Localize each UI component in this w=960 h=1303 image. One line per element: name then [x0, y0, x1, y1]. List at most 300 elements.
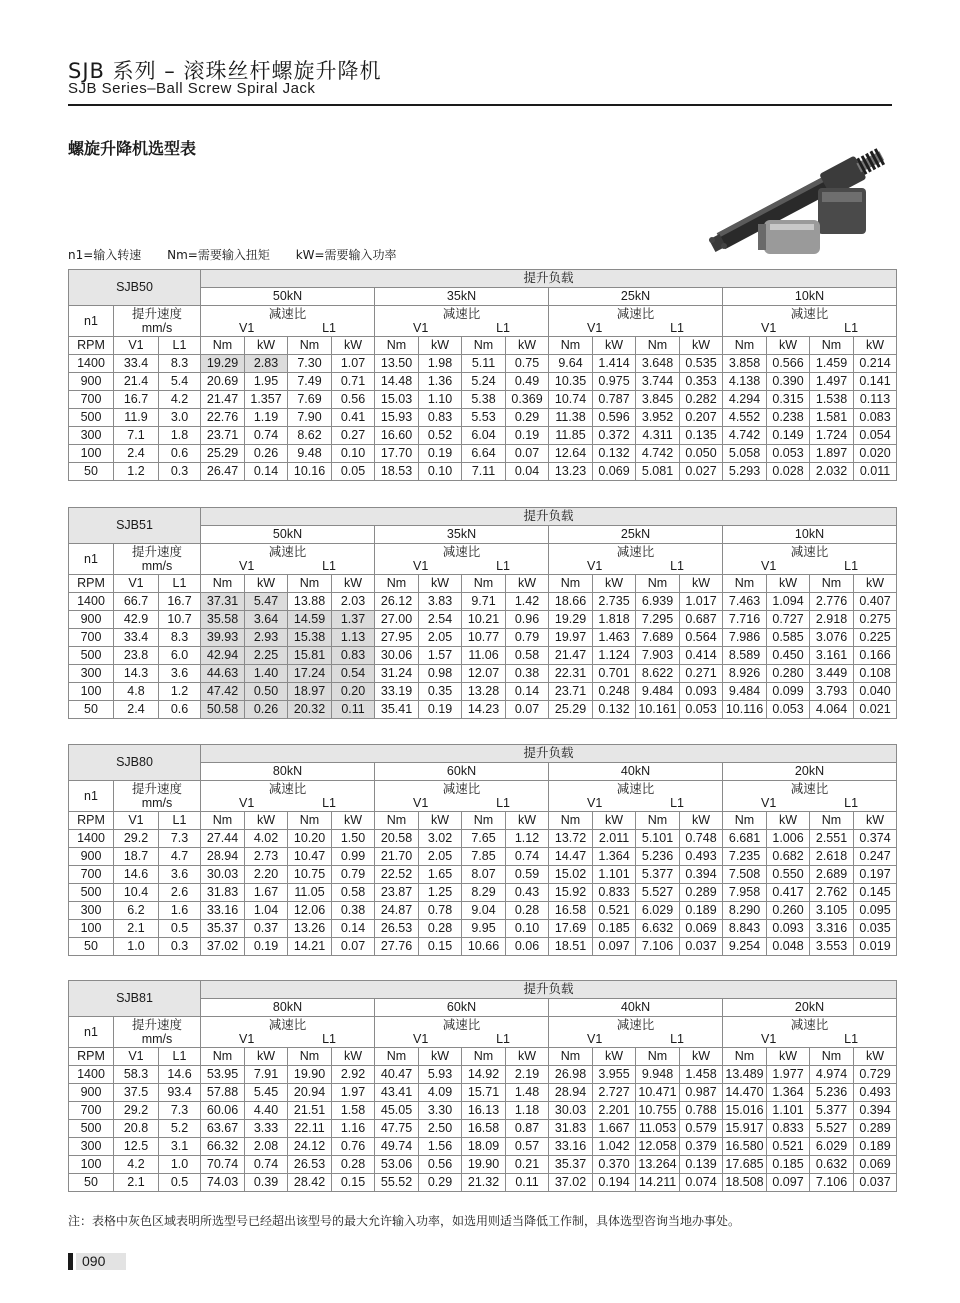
value-cell: 18.508: [723, 1174, 767, 1192]
value-cell: 4.974: [810, 1066, 854, 1084]
reduction-ratio-label: 减速比: [268, 545, 307, 559]
unit-header: L1: [159, 337, 201, 355]
value-cell: 4.742: [636, 445, 680, 463]
value-cell: 0.053: [680, 701, 723, 719]
value-cell: 7.69: [288, 391, 332, 409]
value-cell: 0.166: [854, 647, 897, 665]
ratio-v1-label: V1: [761, 559, 777, 573]
value-cell: 0.417: [767, 884, 810, 902]
unit-header: Nm: [723, 575, 767, 593]
value-cell: 8.29: [462, 884, 506, 902]
rpm-cell: 1400: [69, 593, 114, 611]
value-cell: 15.92: [549, 884, 593, 902]
load-header: 25kN: [549, 526, 723, 544]
value-cell: 0.28: [419, 920, 462, 938]
value-cell: 18.51: [549, 938, 593, 956]
value-cell: 0.280: [767, 665, 810, 683]
value-cell: 7.106: [810, 1174, 854, 1192]
value-cell: 0.10: [506, 920, 549, 938]
value-cell: 1.497: [810, 373, 854, 391]
value-cell: 0.19: [245, 938, 288, 956]
unit-header: kW: [332, 1048, 375, 1066]
unit-header: kW: [767, 812, 810, 830]
value-cell: 0.414: [680, 647, 723, 665]
page-title-zh: SJB 系列 – 滚珠丝杆螺旋升降机: [68, 59, 382, 83]
ratio-l1-label: L1: [670, 559, 685, 573]
value-cell: 3.449: [810, 665, 854, 683]
table-row: [69, 665, 897, 683]
value-cell: 1.006: [767, 830, 810, 848]
ratio-v1-label: V1: [761, 321, 777, 335]
lift-speed-header: [114, 1017, 201, 1048]
value-cell: 1.98: [419, 355, 462, 373]
page-number-bar: [68, 1253, 73, 1270]
value-cell: 49.74: [375, 1138, 419, 1156]
value-cell: 1.463: [593, 629, 636, 647]
ratio-l1-label: L1: [844, 559, 859, 573]
value-cell: 0.35: [419, 683, 462, 701]
rpm-cell: 1400: [69, 355, 114, 373]
value-cell: 0.11: [506, 1174, 549, 1192]
load-header: 60kN: [375, 763, 549, 781]
value-cell: 28.42: [288, 1174, 332, 1192]
value-cell: 7.90: [288, 409, 332, 427]
unit-header: RPM: [69, 812, 114, 830]
ratio-v1-label: V1: [587, 321, 603, 335]
value-cell: 20.58: [375, 830, 419, 848]
value-cell: 0.054: [854, 427, 897, 445]
value-cell: 18.09: [462, 1138, 506, 1156]
unit-header: kW: [419, 575, 462, 593]
lift-load-header: 提升负载: [201, 508, 897, 526]
value-cell: 16.7: [159, 593, 201, 611]
unit-header: Nm: [201, 575, 245, 593]
unit-header: kW: [767, 1048, 810, 1066]
reduction-ratio-header: [375, 781, 549, 812]
value-cell: 15.71: [462, 1084, 506, 1102]
value-cell: 18.97: [288, 683, 332, 701]
value-cell: 44.63: [201, 665, 245, 683]
table-row: [69, 373, 897, 391]
rpm-cell: 50: [69, 463, 114, 481]
value-cell: 0.833: [593, 884, 636, 902]
page-title-en: SJB Series–Ball Screw Spiral Jack: [68, 80, 316, 97]
value-cell: 21.4: [114, 373, 159, 391]
value-cell: 57.88: [201, 1084, 245, 1102]
rpm-cell: 100: [69, 445, 114, 463]
rpm-cell: 1400: [69, 830, 114, 848]
value-cell: 0.11: [332, 701, 375, 719]
unit-header: V1: [114, 1048, 159, 1066]
value-cell: 2.4: [114, 445, 159, 463]
legend-kw: kW=需要输入功率: [295, 248, 397, 262]
value-cell: 58.3: [114, 1066, 159, 1084]
value-cell: 10.75: [288, 866, 332, 884]
value-cell: 1.56: [419, 1138, 462, 1156]
value-cell: 0.139: [680, 1156, 723, 1174]
value-cell: 37.02: [549, 1174, 593, 1192]
value-cell: 7.958: [723, 884, 767, 902]
unit-header: kW: [854, 812, 897, 830]
value-cell: 0.788: [680, 1102, 723, 1120]
value-cell: 1.818: [593, 611, 636, 629]
value-cell: 20.32: [288, 701, 332, 719]
value-cell: 33.16: [201, 902, 245, 920]
value-cell: 7.106: [636, 938, 680, 956]
value-cell: 4.09: [419, 1084, 462, 1102]
value-cell: 1.16: [332, 1120, 375, 1138]
value-cell: 5.2: [159, 1120, 201, 1138]
value-cell: 14.48: [375, 373, 419, 391]
value-cell: 0.521: [767, 1138, 810, 1156]
unit-header: Nm: [549, 575, 593, 593]
value-cell: 26.53: [375, 920, 419, 938]
value-cell: 15.81: [288, 647, 332, 665]
rpm-cell: 300: [69, 1138, 114, 1156]
reduction-ratio-label: 减速比: [616, 1018, 655, 1032]
value-cell: 5.236: [636, 848, 680, 866]
value-cell: 0.632: [810, 1156, 854, 1174]
value-cell: 7.3: [159, 830, 201, 848]
value-cell: 0.39: [245, 1174, 288, 1192]
value-cell: 8.3: [159, 355, 201, 373]
value-cell: 0.585: [767, 629, 810, 647]
unit-header: kW: [593, 812, 636, 830]
value-cell: 5.527: [636, 884, 680, 902]
value-cell: 0.75: [506, 355, 549, 373]
value-cell: 8.622: [636, 665, 680, 683]
value-cell: 19.97: [549, 629, 593, 647]
table-row: [69, 1174, 897, 1192]
unit-header: Nm: [375, 337, 419, 355]
value-cell: 60.06: [201, 1102, 245, 1120]
value-cell: 2.618: [810, 848, 854, 866]
rpm-cell: 300: [69, 902, 114, 920]
rpm-cell: 900: [69, 373, 114, 391]
model-label: SJB81: [69, 981, 201, 1017]
value-cell: 1.07: [332, 355, 375, 373]
unit-header: Nm: [549, 337, 593, 355]
unit-header: Nm: [462, 575, 506, 593]
value-cell: 7.463: [723, 593, 767, 611]
value-cell: 0.315: [767, 391, 810, 409]
value-cell: 7.295: [636, 611, 680, 629]
value-cell: 10.47: [288, 848, 332, 866]
value-cell: 0.394: [680, 866, 723, 884]
value-cell: 29.2: [114, 1102, 159, 1120]
value-cell: 31.24: [375, 665, 419, 683]
value-cell: 20.69: [201, 373, 245, 391]
value-cell: 13.28: [462, 683, 506, 701]
ratio-v1-label: V1: [239, 559, 255, 573]
n1-header: n1: [69, 1017, 114, 1048]
value-cell: 0.20: [332, 683, 375, 701]
unit-header: Nm: [636, 575, 680, 593]
lift-speed-label: 提升速度: [132, 307, 183, 321]
reduction-ratio-header: [549, 1017, 723, 1048]
value-cell: 3.6: [159, 866, 201, 884]
spiral-jack-product-image: [700, 128, 900, 268]
value-cell: 11.38: [549, 409, 593, 427]
value-cell: 0.028: [767, 463, 810, 481]
value-cell: 6.939: [636, 593, 680, 611]
legend: [68, 246, 419, 263]
value-cell: 0.6: [159, 445, 201, 463]
value-cell: 7.986: [723, 629, 767, 647]
value-cell: 1.42: [506, 593, 549, 611]
unit-header: Nm: [723, 1048, 767, 1066]
value-cell: 3.33: [245, 1120, 288, 1138]
table-row: [69, 647, 897, 665]
value-cell: 0.701: [593, 665, 636, 683]
value-cell: 3.161: [810, 647, 854, 665]
value-cell: 15.917: [723, 1120, 767, 1138]
reduction-ratio-label: 减速比: [790, 545, 829, 559]
value-cell: 23.71: [201, 427, 245, 445]
value-cell: 0.550: [767, 866, 810, 884]
unit-header: kW: [680, 1048, 723, 1066]
value-cell: 0.06: [506, 938, 549, 956]
value-cell: 14.23: [462, 701, 506, 719]
load-header: 20kN: [723, 999, 897, 1017]
value-cell: 37.02: [201, 938, 245, 956]
lift-speed-unit: mm/s: [141, 559, 173, 573]
value-cell: 1.667: [593, 1120, 636, 1138]
value-cell: 0.71: [332, 373, 375, 391]
value-cell: 0.282: [680, 391, 723, 409]
value-cell: 14.3: [114, 665, 159, 683]
value-cell: 13.26: [288, 920, 332, 938]
value-cell: 0.59: [506, 866, 549, 884]
value-cell: 0.99: [332, 848, 375, 866]
value-cell: 0.185: [767, 1156, 810, 1174]
value-cell: 1.101: [767, 1102, 810, 1120]
value-cell: 0.87: [506, 1120, 549, 1138]
unit-header: kW: [767, 575, 810, 593]
value-cell: 4.294: [723, 391, 767, 409]
value-cell: 12.64: [549, 445, 593, 463]
value-cell: 35.37: [201, 920, 245, 938]
ratio-l1-label: L1: [496, 796, 511, 810]
table-row: [69, 593, 897, 611]
rpm-cell: 500: [69, 1120, 114, 1138]
value-cell: 0.83: [419, 409, 462, 427]
value-cell: 0.98: [419, 665, 462, 683]
value-cell: 1.95: [245, 373, 288, 391]
value-cell: 2.05: [419, 848, 462, 866]
value-cell: 9.484: [636, 683, 680, 701]
value-cell: 0.407: [854, 593, 897, 611]
value-cell: 1.8: [159, 427, 201, 445]
reduction-ratio-label: 减速比: [268, 307, 307, 321]
ratio-l1-label: L1: [670, 796, 685, 810]
value-cell: 3.30: [419, 1102, 462, 1120]
value-cell: 0.394: [854, 1102, 897, 1120]
table-row: [69, 830, 897, 848]
value-cell: 3.1: [159, 1138, 201, 1156]
value-cell: 0.093: [680, 683, 723, 701]
value-cell: 0.247: [854, 848, 897, 866]
ratio-l1-label: L1: [844, 1032, 859, 1046]
lift-speed-unit: mm/s: [141, 1032, 173, 1046]
ratio-l1-label: L1: [322, 1032, 337, 1046]
value-cell: 1.124: [593, 647, 636, 665]
value-cell: 2.54: [419, 611, 462, 629]
value-cell: 1.18: [506, 1102, 549, 1120]
value-cell: 63.67: [201, 1120, 245, 1138]
value-cell: 0.41: [332, 409, 375, 427]
value-cell: 3.744: [636, 373, 680, 391]
value-cell: 9.254: [723, 938, 767, 956]
value-cell: 25.29: [201, 445, 245, 463]
value-cell: 23.87: [375, 884, 419, 902]
value-cell: 2.735: [593, 593, 636, 611]
value-cell: 2.918: [810, 611, 854, 629]
table-row: [69, 355, 897, 373]
unit-header: kW: [245, 337, 288, 355]
reduction-ratio-header: [723, 306, 897, 337]
value-cell: 4.7: [159, 848, 201, 866]
value-cell: 5.236: [810, 1084, 854, 1102]
value-cell: 0.271: [680, 665, 723, 683]
lift-speed-label: 提升速度: [132, 545, 183, 559]
value-cell: 27.95: [375, 629, 419, 647]
reduction-ratio-header: [201, 781, 375, 812]
value-cell: 0.19: [419, 445, 462, 463]
value-cell: 0.787: [593, 391, 636, 409]
reduction-ratio-header: [201, 1017, 375, 1048]
reduction-ratio-header: [201, 544, 375, 575]
ratio-l1-label: L1: [670, 321, 685, 335]
value-cell: 0.289: [680, 884, 723, 902]
value-cell: 19.29: [201, 355, 245, 373]
value-cell: 12.058: [636, 1138, 680, 1156]
value-cell: 14.6: [114, 866, 159, 884]
unit-header: L1: [159, 1048, 201, 1066]
value-cell: 0.682: [767, 848, 810, 866]
legend-n1: n1=输入转速: [68, 248, 142, 262]
value-cell: 0.78: [419, 902, 462, 920]
value-cell: 16.7: [114, 391, 159, 409]
ratio-v1-label: V1: [761, 796, 777, 810]
value-cell: 42.9: [114, 611, 159, 629]
unit-header: L1: [159, 812, 201, 830]
value-cell: 66.32: [201, 1138, 245, 1156]
unit-header: Nm: [810, 337, 854, 355]
ratio-l1-label: L1: [844, 321, 859, 335]
ratio-v1-label: V1: [587, 796, 603, 810]
value-cell: 0.43: [506, 884, 549, 902]
reduction-ratio-header: [549, 544, 723, 575]
value-cell: 0.493: [680, 848, 723, 866]
unit-header: V1: [114, 575, 159, 593]
value-cell: 0.79: [332, 866, 375, 884]
rpm-cell: 100: [69, 683, 114, 701]
lift-speed-label: 提升速度: [132, 782, 183, 796]
value-cell: 0.097: [593, 938, 636, 956]
value-cell: 26.47: [201, 463, 245, 481]
value-cell: 5.058: [723, 445, 767, 463]
value-cell: 4.8: [114, 683, 159, 701]
value-cell: 11.85: [549, 427, 593, 445]
value-cell: 0.727: [767, 611, 810, 629]
value-cell: 0.14: [332, 920, 375, 938]
value-cell: 33.4: [114, 355, 159, 373]
table-row: [69, 884, 897, 902]
value-cell: 3.952: [636, 409, 680, 427]
value-cell: 0.05: [332, 463, 375, 481]
value-cell: 6.632: [636, 920, 680, 938]
value-cell: 4.02: [245, 830, 288, 848]
value-cell: 0.214: [854, 355, 897, 373]
value-cell: 0.069: [680, 920, 723, 938]
value-cell: 28.94: [201, 848, 245, 866]
value-cell: 11.9: [114, 409, 159, 427]
load-header: 10kN: [723, 526, 897, 544]
value-cell: 7.3: [159, 1102, 201, 1120]
ratio-l1-label: L1: [322, 559, 337, 573]
value-cell: 0.56: [419, 1156, 462, 1174]
table-row: [69, 1156, 897, 1174]
value-cell: 0.987: [680, 1084, 723, 1102]
lift-load-header: 提升负载: [201, 981, 897, 999]
value-cell: 7.689: [636, 629, 680, 647]
value-cell: 33.4: [114, 629, 159, 647]
value-cell: 0.149: [767, 427, 810, 445]
model-label: SJB80: [69, 745, 201, 781]
value-cell: 13.23: [549, 463, 593, 481]
value-cell: 2.08: [245, 1138, 288, 1156]
value-cell: 2.1: [114, 1174, 159, 1192]
selection-table-sjb51: [68, 507, 897, 719]
value-cell: 39.93: [201, 629, 245, 647]
selection-table-sjb50: [68, 269, 897, 481]
value-cell: 1.40: [245, 665, 288, 683]
reduction-ratio-label: 减速比: [442, 545, 481, 559]
unit-header: kW: [854, 575, 897, 593]
value-cell: 25.29: [549, 701, 593, 719]
value-cell: 0.38: [332, 902, 375, 920]
value-cell: 23.71: [549, 683, 593, 701]
value-cell: 1.094: [767, 593, 810, 611]
load-header: 35kN: [375, 288, 549, 306]
table-row: [69, 427, 897, 445]
value-cell: 6.029: [810, 1138, 854, 1156]
value-cell: 0.21: [506, 1156, 549, 1174]
value-cell: 37.5: [114, 1084, 159, 1102]
value-cell: 15.02: [549, 866, 593, 884]
value-cell: 0.035: [854, 920, 897, 938]
value-cell: 3.076: [810, 629, 854, 647]
value-cell: 0.194: [593, 1174, 636, 1192]
value-cell: 1.364: [593, 848, 636, 866]
value-cell: 8.3: [159, 629, 201, 647]
table-row: [69, 445, 897, 463]
value-cell: 7.508: [723, 866, 767, 884]
value-cell: 10.4: [114, 884, 159, 902]
unit-header: Nm: [636, 812, 680, 830]
value-cell: 18.66: [549, 593, 593, 611]
header-divider: [68, 104, 892, 106]
value-cell: 7.91: [245, 1066, 288, 1084]
value-cell: 4.138: [723, 373, 767, 391]
value-cell: 22.76: [201, 409, 245, 427]
value-cell: 0.15: [419, 938, 462, 956]
unit-header: kW: [767, 337, 810, 355]
value-cell: 21.51: [288, 1102, 332, 1120]
selection-table-sjb81: [68, 980, 897, 1192]
unit-header: Nm: [288, 812, 332, 830]
